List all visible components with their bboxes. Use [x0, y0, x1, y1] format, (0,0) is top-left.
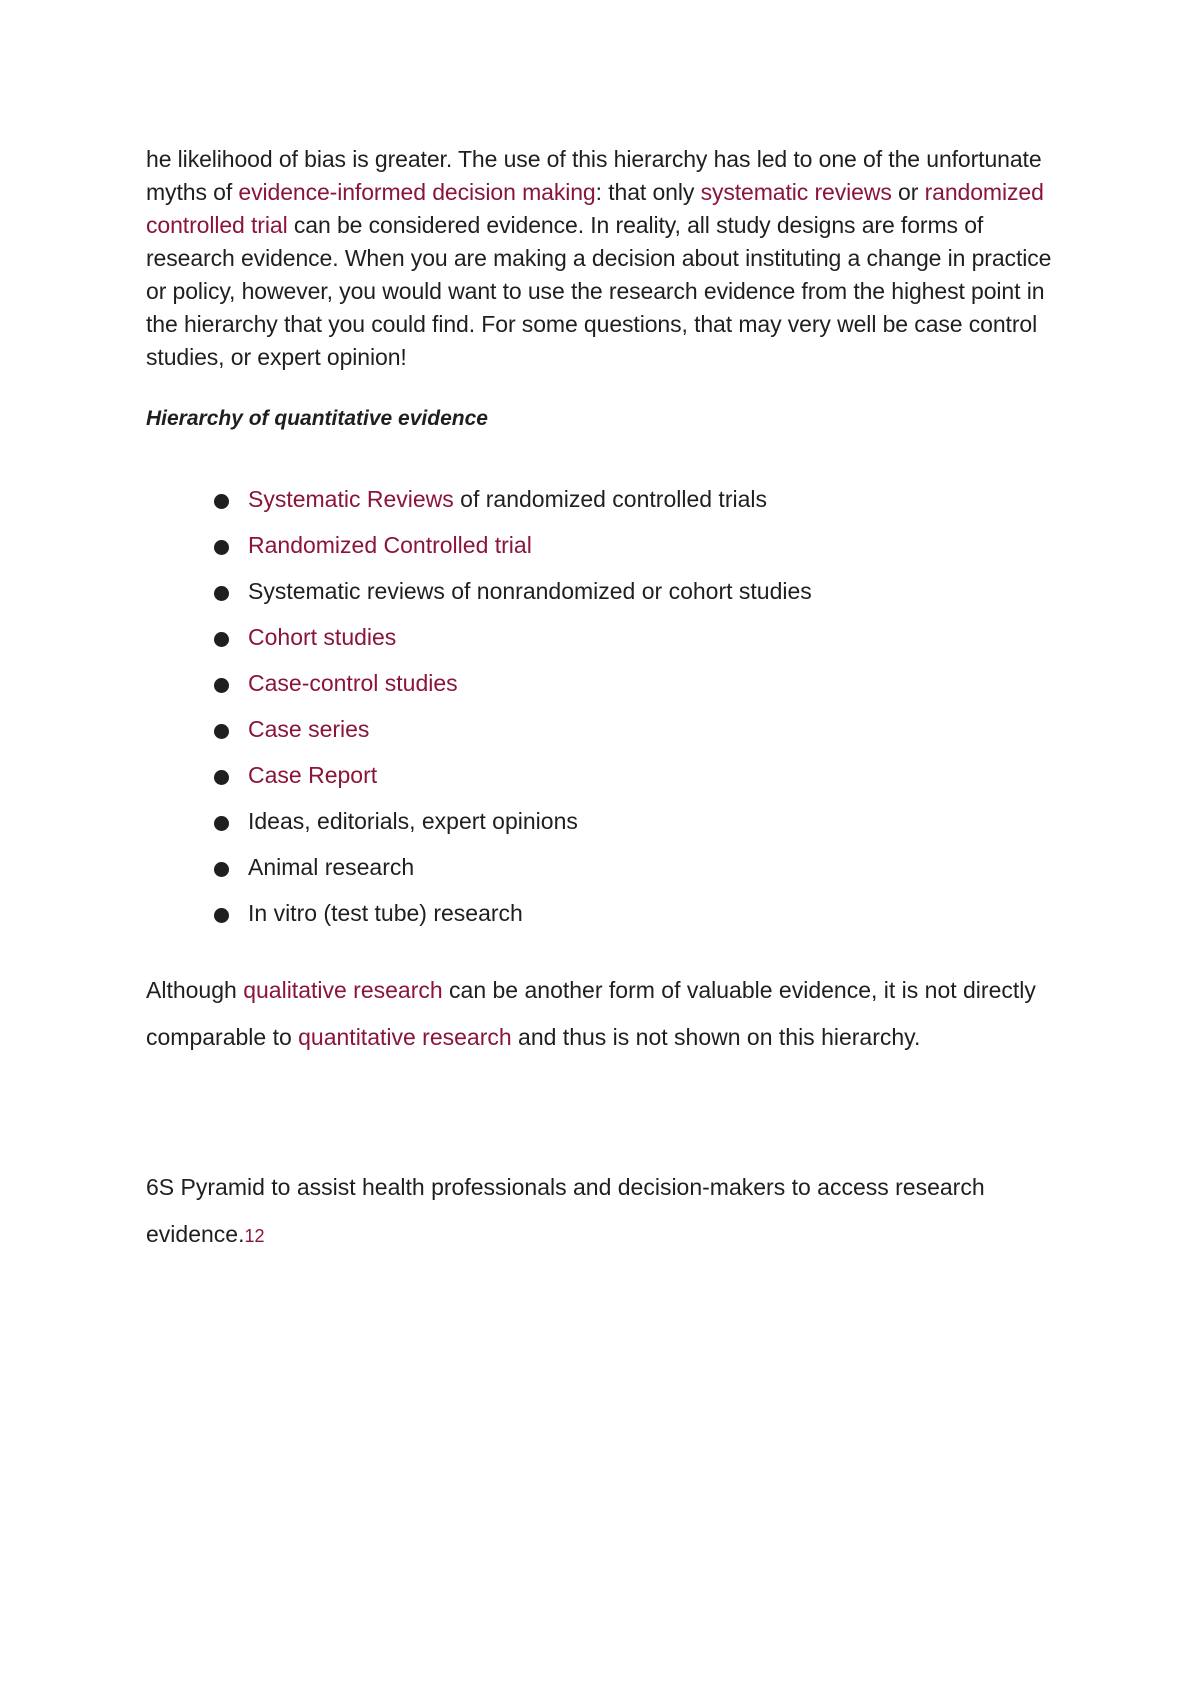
bullet-icon [214, 724, 229, 739]
reference-link[interactable]: 12 [244, 1226, 265, 1246]
list-item [214, 714, 1076, 760]
intro-text-1: he likelihood of bias is greater. The use of this hierarchy has led to one of the unfortunate myths of [146, 146, 1042, 205]
list-item-text: Ideas, editorials, expert opinions [248, 808, 578, 834]
case-control-studies-link[interactable]: Case-control studies [248, 670, 458, 696]
evidence-informed-decision-making-link[interactable]: evidence-informed decision making [238, 179, 596, 205]
list-item [214, 852, 1076, 898]
pyramid-text: 6S Pyramid to assist health professionals and decision-makers to access research evidence. [146, 1174, 985, 1247]
qualitative-research-link[interactable]: qualitative research [243, 977, 443, 1003]
evidence-hierarchy-list [146, 484, 1076, 944]
intro-paragraph [146, 143, 1076, 374]
qualitative-paragraph [146, 967, 1076, 1061]
bullet-icon [214, 540, 229, 555]
intro-text-3: or [891, 179, 925, 205]
bullet-icon [214, 908, 229, 923]
systematic-reviews-link[interactable]: systematic reviews [700, 179, 892, 205]
list-item-text: In vitro (test tube) research [248, 900, 523, 926]
list-item [214, 530, 1076, 576]
list-item [214, 484, 1076, 530]
qualitative-text-3: and thus is not shown on this hierarchy. [511, 1024, 921, 1050]
bullet-icon [214, 494, 229, 509]
document-page [146, 143, 1076, 1260]
list-item-text: Animal research [248, 854, 415, 880]
qualitative-text-1: Although [146, 977, 244, 1003]
hierarchy-heading: Hierarchy of quantitative evidence [146, 407, 488, 430]
intro-text-2: : that only [595, 179, 701, 205]
bullet-icon [214, 816, 229, 831]
bullet-icon [214, 586, 229, 601]
randomized-controlled-trial-list-link[interactable]: Randomized Controlled trial [248, 532, 532, 558]
intro-text-4: can be considered evidence. In reality, all study designs are forms of research evidence. When you are making a decision about instituting a change in practice or policy, however, you would want to use the research evidence from the highest point in the hierarchy that you could find. For some questions, that may very well be case control studies, or expert opinion! [146, 212, 1052, 370]
pyramid-paragraph [146, 1164, 1076, 1260]
case-report-link[interactable]: Case Report [248, 762, 378, 788]
list-item [214, 760, 1076, 806]
case-series-link[interactable]: Case series [248, 716, 370, 742]
cohort-studies-link[interactable]: Cohort studies [248, 624, 397, 650]
list-item [214, 668, 1076, 714]
list-item-text: of randomized controlled trials [453, 486, 767, 512]
bullet-icon [214, 632, 229, 647]
bullet-icon [214, 678, 229, 693]
systematic-reviews-list-link[interactable]: Systematic Reviews [248, 486, 454, 512]
list-item-text: Systematic reviews of nonrandomized or cohort studies [248, 578, 812, 604]
list-item [214, 806, 1076, 852]
quantitative-research-link[interactable]: quantitative research [298, 1024, 512, 1050]
qualitative-text-2: can be another form of valuable evidence, it is not directly comparable to [146, 977, 1036, 1050]
list-item [214, 622, 1076, 668]
randomized-controlled-trial-link[interactable]: randomized controlled trial [146, 179, 1044, 238]
bullet-icon [214, 770, 229, 785]
list-item [214, 576, 1076, 622]
list-item [214, 898, 1076, 944]
bullet-icon [214, 862, 229, 877]
